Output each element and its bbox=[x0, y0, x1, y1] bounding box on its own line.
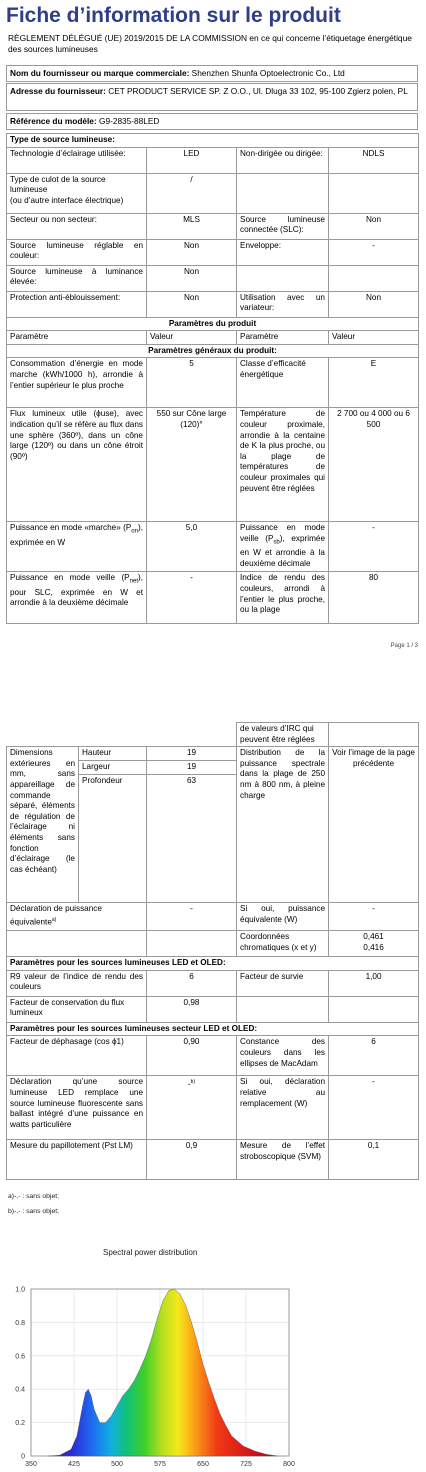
empty-cell bbox=[237, 996, 329, 1022]
type-table bbox=[6, 133, 419, 624]
x-tick-label: 650 bbox=[197, 1461, 209, 1468]
empty-cell bbox=[329, 723, 419, 747]
row-value: 5,0 bbox=[147, 522, 237, 572]
row-label: Puissance en mode veille $(P_{net})$, pour SLC, exprimée en W et arrondie à la deuxième décimale bbox=[7, 572, 147, 624]
row-value: 5 bbox=[147, 358, 237, 408]
row-value bbox=[329, 173, 419, 213]
empty-cell bbox=[147, 931, 237, 957]
address-value: CET PRODUCT SERVICE SP. Z O.O., Ul. Dluga 33 102, 95-100 Zgierz polen, PL bbox=[108, 86, 408, 96]
row-value: - bbox=[329, 1076, 419, 1140]
row-value: 0,90 bbox=[147, 1036, 237, 1076]
y-tick-label: 0 bbox=[21, 1453, 25, 1461]
row-value: 550 sur Cône large (120)° bbox=[147, 408, 237, 522]
y-tick-label: 1.0 bbox=[15, 1286, 25, 1294]
document-title: Fiche d’information sur le produit bbox=[6, 4, 341, 27]
table-row bbox=[7, 1076, 419, 1140]
row-label: Source lumineuse réglable en couleur: bbox=[7, 239, 147, 265]
mains-header: Paramètres pour les sources lumineuses secteur LED et OLED: bbox=[7, 1022, 419, 1036]
row-value: Non bbox=[329, 213, 419, 239]
x-tick-label: 500 bbox=[111, 1461, 123, 1468]
row-label: Puissance en mode veille $(P_{sb})$, exprimée en W et arrondie à la deuxième décimale bbox=[237, 522, 329, 572]
row-value: Non bbox=[147, 265, 237, 291]
row-label: Technologie d’éclairage utilisée: bbox=[7, 147, 147, 173]
row-label: Flux lumineux utile (ϕuse), avec indication qu’il se réfère au flux dans une sphère (360º), dans un cône large (120º) ou dans un cône étroit (90º) bbox=[7, 408, 147, 522]
table-row bbox=[7, 996, 419, 1022]
x-tick-label: 725 bbox=[240, 1461, 252, 1468]
row-label: Déclaration de puissance équivalente$^{a)}$ bbox=[7, 903, 147, 931]
spectral-chart bbox=[0, 1241, 426, 1472]
row-label: Coordonnées chromatiques (x et y) bbox=[237, 931, 329, 957]
footnote-b: b)-,- : sans objet; bbox=[8, 1208, 59, 1215]
depth-label: Profondeur bbox=[82, 776, 123, 786]
type-header: Type de source lumineuse: bbox=[7, 134, 419, 148]
general-header-row bbox=[7, 344, 419, 358]
table-row bbox=[7, 723, 419, 747]
row-value: 6 bbox=[329, 1036, 419, 1076]
row-label: Source lumineuse connectée (SLC): bbox=[237, 213, 329, 239]
params-table-continued bbox=[6, 722, 419, 1180]
row-label: Classe d’efficacité énergétique bbox=[237, 358, 329, 408]
row-label: Déclaration qu’une source lumineuse LED remplace une source lumineuse fluorescente sans ballast intégré d’une puissance en watts particulière bbox=[7, 1076, 147, 1140]
row-label: Si oui, déclaration relative au remplacement (W) bbox=[237, 1076, 329, 1140]
table-row bbox=[7, 931, 419, 957]
model-value: G9-2835-88LED bbox=[99, 116, 160, 126]
column-header-param: Paramètre bbox=[7, 331, 147, 345]
table-row bbox=[7, 265, 419, 291]
column-header-value: Valeur bbox=[147, 331, 237, 345]
depth-value: 63 bbox=[186, 776, 197, 786]
row-label: Si oui, puissance équivalente (W) bbox=[237, 903, 329, 931]
empty-cell bbox=[7, 723, 237, 747]
regulation-subtitle: RÈGLEMENT DÉLÉGUÉ (UE) 2019/2015 DE LA COMMISSION en ce qui concerne l’étiquetage énergétique des sources lumineuses bbox=[8, 33, 412, 54]
width-label: Largeur bbox=[79, 761, 146, 775]
row-value: 0,98 bbox=[147, 996, 237, 1022]
cap-label-note: (ou d’autre interface électrique) bbox=[10, 195, 124, 205]
height-label: Hauteur bbox=[79, 747, 146, 761]
mains-header-row bbox=[7, 1022, 419, 1036]
y-tick-label: 0.8 bbox=[15, 1319, 25, 1327]
x-tick-label: 425 bbox=[68, 1461, 80, 1468]
row-value: - bbox=[147, 572, 237, 624]
params-header: Paramètres du produit bbox=[7, 317, 419, 331]
dimension-labels bbox=[79, 747, 147, 903]
table-row bbox=[7, 358, 419, 408]
table-row bbox=[7, 291, 419, 317]
row-value: Non bbox=[147, 239, 237, 265]
table-row bbox=[7, 408, 419, 522]
row-value: NDLS bbox=[329, 147, 419, 173]
column-header-row bbox=[7, 331, 419, 345]
row-label: Utilisation avec un variateur: bbox=[237, 291, 329, 317]
width-value: 19 bbox=[147, 761, 236, 775]
footnote-a: a)-,- : sans objet; bbox=[8, 1193, 59, 1200]
row-label: Consommation d’énergie en mode marche (kWh/1000 h), arrondie à l’entier supérieur le plus proche bbox=[7, 358, 147, 408]
row-value: / bbox=[147, 173, 237, 213]
row-label: Source lumineuse à luminance élevée: bbox=[7, 265, 147, 291]
y-ticks bbox=[15, 1287, 25, 1461]
row-label: Constance des couleurs dans les ellipses de MacAdam bbox=[237, 1036, 329, 1076]
spectrum-area bbox=[48, 1289, 277, 1456]
model-label: Référence du modèle: bbox=[10, 116, 97, 126]
row-value bbox=[329, 265, 419, 291]
chart-title: Spectral power distribution bbox=[103, 1248, 198, 1257]
y-tick-label: 0.6 bbox=[15, 1353, 25, 1361]
address-label: Adresse du fournisseur: bbox=[10, 86, 106, 96]
table-row bbox=[7, 173, 419, 213]
row-label: Mesure de l’effet stroboscopique (SVM) bbox=[237, 1140, 329, 1180]
empty-cell bbox=[7, 931, 147, 957]
x-tick-label: 350 bbox=[25, 1461, 37, 1468]
row-label: Puissance en mode «marche» $(P_{on})$, exprimée en W bbox=[7, 522, 147, 572]
address-row bbox=[6, 83, 418, 111]
x-tick-label: 575 bbox=[154, 1461, 166, 1468]
dimensions-row bbox=[7, 747, 419, 903]
row-value: Non bbox=[147, 291, 237, 317]
row-value: MLS bbox=[147, 213, 237, 239]
chroma-x: 0,461 bbox=[363, 932, 384, 942]
cap-label: Type de culot de la source lumineuse bbox=[10, 174, 106, 195]
row-value: Non bbox=[329, 291, 419, 317]
column-header-param: Paramètre bbox=[237, 331, 329, 345]
table-row bbox=[7, 1140, 419, 1180]
table-row bbox=[7, 970, 419, 996]
row-value: -$^{b)}$ bbox=[147, 1076, 237, 1140]
row-label: Secteur ou non secteur: bbox=[7, 213, 147, 239]
row-value: 6 bbox=[147, 970, 237, 996]
row-label: Facteur de déphasage (cos ϕ1) bbox=[7, 1036, 147, 1076]
table-row bbox=[7, 572, 419, 624]
row-label: Facteur de survie bbox=[237, 970, 329, 996]
height-value: 19 bbox=[147, 747, 236, 761]
row-label: Facteur de conservation du flux lumineux bbox=[7, 996, 147, 1022]
row-value: - bbox=[147, 903, 237, 931]
row-label: R9 valeur de l’indice de rendu des couleurs bbox=[7, 970, 147, 996]
chroma-values bbox=[329, 931, 419, 957]
table-row bbox=[7, 1036, 419, 1076]
table-row bbox=[7, 213, 419, 239]
row-label: Enveloppe: bbox=[237, 239, 329, 265]
row-value: 0,1 bbox=[329, 1140, 419, 1180]
row-value: - bbox=[329, 522, 419, 572]
dimension-values bbox=[147, 747, 237, 903]
supplier-row bbox=[6, 65, 418, 82]
row-value: LED bbox=[147, 147, 237, 173]
page-number: Page 1 / 3 bbox=[390, 643, 418, 649]
column-header-value: Valeur bbox=[329, 331, 419, 345]
model-row bbox=[6, 113, 418, 130]
row-value: - bbox=[329, 903, 419, 931]
general-header: Paramètres généraux du produit: bbox=[7, 344, 419, 358]
y-tick-label: 0.2 bbox=[15, 1420, 25, 1428]
table-row bbox=[7, 522, 419, 572]
replace-value: - bbox=[187, 1080, 191, 1090]
table-row bbox=[7, 147, 419, 173]
y-tick-label: 0.4 bbox=[15, 1386, 25, 1394]
chroma-y: 0,416 bbox=[363, 942, 384, 952]
params-header-row bbox=[7, 317, 419, 331]
row-value: E bbox=[329, 358, 419, 408]
row-value: 80 bbox=[329, 572, 419, 624]
row-label: Non-dirigée ou dirigée: bbox=[237, 147, 329, 173]
type-header-row bbox=[7, 134, 419, 148]
empty-cell bbox=[329, 996, 419, 1022]
row-value: 1,00 bbox=[329, 970, 419, 996]
supplier-label: Nom du fournisseur ou marque commerciale: bbox=[10, 68, 190, 78]
dimensions-label: Dimensions extérieures en mm, sans appareillage de commande séparé, éléments de régulation de l’éclairage ni éléments sans fonction d’éclairage (le cas échéant) bbox=[7, 747, 79, 903]
x-tick-label: 800 bbox=[283, 1461, 295, 1468]
row-label bbox=[7, 173, 147, 213]
led-header-row bbox=[7, 957, 419, 971]
led-header: Paramètres pour les sources lumineuses LED et OLED: bbox=[7, 957, 419, 971]
table-row bbox=[7, 239, 419, 265]
supplier-value: Shenzhen Shunfa Optoelectronic Co., Ltd bbox=[191, 68, 345, 78]
row-value: 2 700 ou 4 000 ou 6 500 bbox=[329, 408, 419, 522]
row-label: Protection anti-éblouissement: bbox=[7, 291, 147, 317]
spd-label: Distribution de la puissance spectrale dans la plage de 250 nm à 800 nm, à pleine charge bbox=[237, 747, 329, 903]
row-label: Température de couleur proximale, arrondie à la centaine de K la plus proche, ou la plage de températures de couleur proximales qui peuvent être réglées bbox=[237, 408, 329, 522]
row-label: Mesure du papillotement (Pst LM) bbox=[7, 1140, 147, 1180]
row-label: Indice de rendu des couleurs, arrondi à l’entier le plus proche, ou la plage bbox=[237, 572, 329, 624]
row-label bbox=[237, 265, 329, 291]
row-value: 0,9 bbox=[147, 1140, 237, 1180]
x-ticks bbox=[25, 1461, 295, 1468]
table-row bbox=[7, 903, 419, 931]
spd-value: Voir l’image de la page précédente bbox=[329, 747, 419, 903]
row-label bbox=[237, 173, 329, 213]
row-value: - bbox=[329, 239, 419, 265]
cri-range-continued: de valeurs d’IRC qui peuvent être réglées bbox=[237, 723, 329, 747]
equiv-label: Déclaration de puissance équivalente bbox=[10, 904, 102, 927]
